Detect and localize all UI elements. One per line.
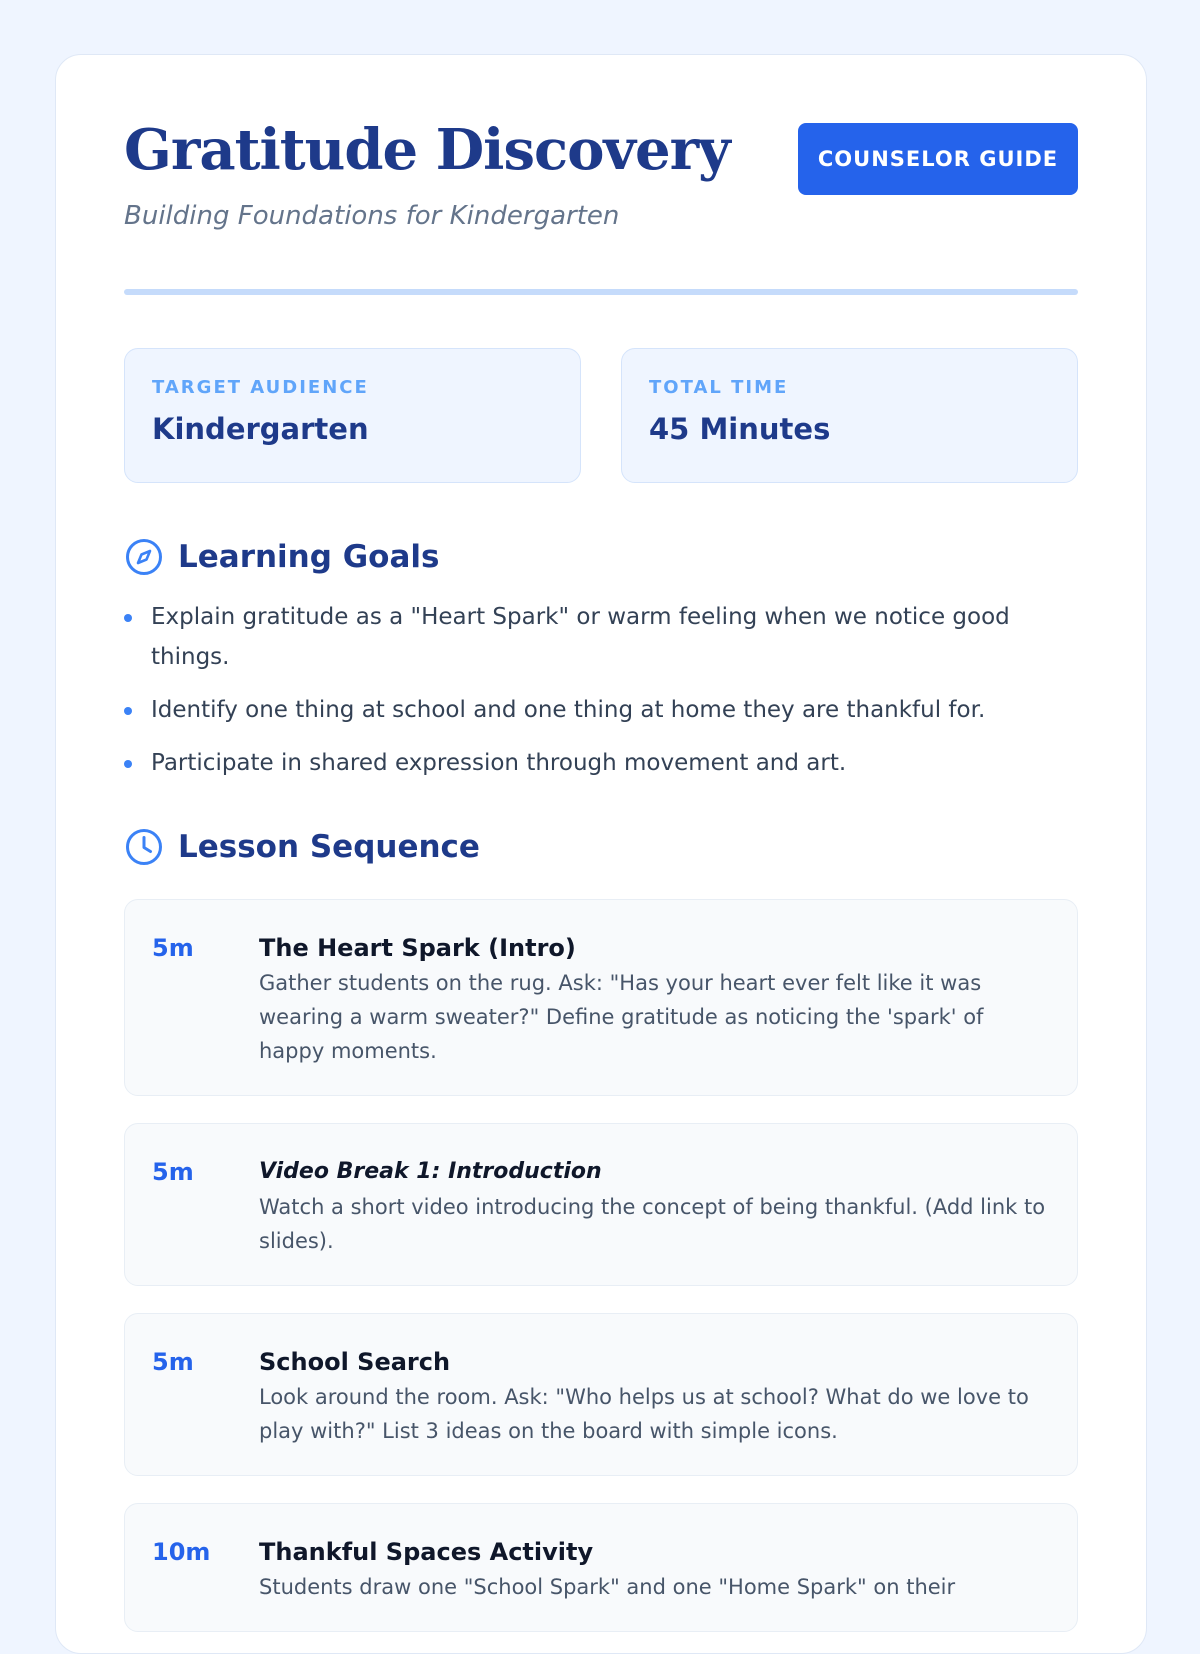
step-description: Students draw one "School Spark" and one "Home Spark" on their [259,1575,956,1599]
sequence-step [124,899,1078,1096]
compass-icon [124,537,164,577]
goal-list [124,597,1078,783]
step-description: Watch a short video introducing the concept of being thankful. (Add link to slides). [259,1195,1046,1253]
step-body [259,1344,1050,1448]
bullet-icon [124,707,132,715]
stat-total-time [621,348,1078,483]
stat-value: Kindergarten [152,412,369,446]
list-item [124,690,1078,730]
stats-row [124,348,1078,483]
step-duration: 5m [152,1348,194,1376]
section-title: Lesson Sequence [178,829,480,865]
page-title: Gratitude Discovery [124,117,730,183]
header [124,55,1078,289]
step-duration: 5m [152,934,194,962]
page-subtitle: Building Foundations for Kindergarten [124,201,620,231]
step-body [259,1534,1050,1604]
sequence-step [124,1503,1078,1632]
stat-label: TARGET AUDIENCE [152,377,369,398]
sequence-list [124,899,1078,1632]
bullet-icon [124,614,132,622]
stat-label: TOTAL TIME [649,377,789,398]
step-title: Video Break 1: Introduction [259,1159,602,1184]
stat-value: 45 Minutes [649,412,831,446]
bullet-icon [124,760,132,768]
lesson-sequence-heading [124,827,1078,867]
step-description: Look around the room. Ask: "Who helps us at school? What do we love to play with?" List 3 ideas on the board with simple icons. [259,1385,1029,1443]
goal-text: Identify one thing at school and one thing at home they are thankful for. [151,697,986,723]
step-body [259,1154,1050,1258]
step-title: School Search [259,1348,451,1376]
counselor-guide-button[interactable]: COUNSELOR GUIDE [798,123,1078,195]
goal-text: Participate in shared expression through movement and art. [151,750,847,776]
list-item [124,597,1078,677]
lesson-card [55,54,1147,1654]
step-title: Thankful Spaces Activity [259,1538,594,1566]
sequence-step [124,1313,1078,1476]
section-title: Learning Goals [178,539,440,575]
step-description: Gather students on the rug. Ask: "Has your heart ever felt like it was wearing a warm sweater?" Define gratitude as noticing the 'spark' of happy moments. [259,971,984,1063]
step-duration: 5m [152,1158,194,1186]
sequence-step [124,1123,1078,1286]
clock-icon [124,827,164,867]
learning-goals-heading [124,537,1078,577]
step-title: The Heart Spark (Intro) [259,934,576,962]
list-item [124,743,1078,783]
goal-text: Explain gratitude as a "Heart Spark" or warm feeling when we notice good things. [151,604,1010,670]
step-duration: 10m [152,1538,211,1566]
step-body [259,930,1050,1068]
stat-target-audience [124,348,581,483]
header-divider [124,289,1078,295]
